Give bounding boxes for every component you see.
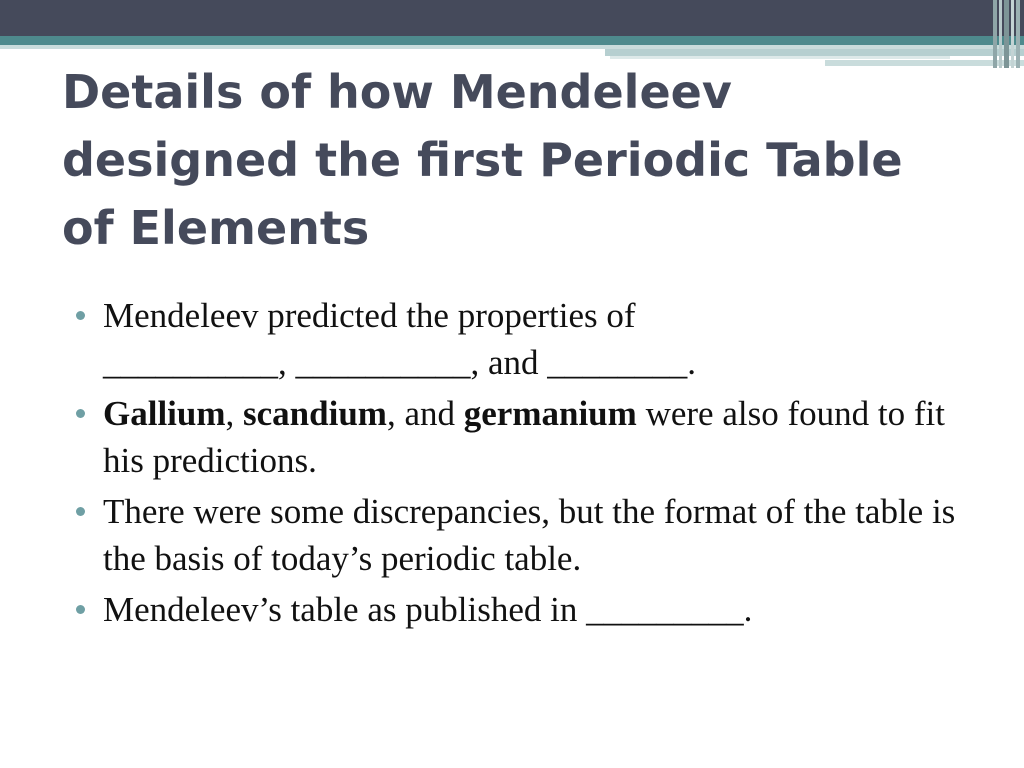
bullet-dot <box>76 311 85 320</box>
bullet-item-predictions <box>76 292 976 386</box>
slide-title: Details of how Mendeleev designed the first Periodic Table of Elements <box>62 65 903 255</box>
header-band-dark <box>0 0 1024 36</box>
bullet-dot <box>76 409 85 418</box>
bullet-item-elements <box>76 390 976 484</box>
separator: , <box>225 394 244 433</box>
element-gallium: Gallium <box>103 394 226 433</box>
header-band-light-right <box>605 49 1024 56</box>
bullet-text-blanks: __________, __________, and ________. <box>103 343 697 382</box>
bullet-text: were also found to fit his predictions. <box>103 394 945 480</box>
bullet-item-published <box>76 586 976 633</box>
separator: , and <box>386 394 464 433</box>
bullet-text: Mendeleev’s table as published in _________. <box>103 590 753 629</box>
header-band-teal <box>0 36 1024 45</box>
bullet-item-discrepancies <box>76 488 976 582</box>
bullet-dot <box>76 507 85 516</box>
element-germanium: germanium <box>463 394 637 433</box>
bullet-text: Mendeleev predicted the properties of <box>103 296 636 335</box>
header-vertical-stripes <box>993 0 1024 68</box>
bullet-dot <box>76 605 85 614</box>
bullet-list <box>76 292 976 637</box>
bullet-text: There were some discrepancies, but the format of the table is the basis of today’s periodic table. <box>103 492 956 578</box>
element-scandium: scandium <box>243 394 387 433</box>
